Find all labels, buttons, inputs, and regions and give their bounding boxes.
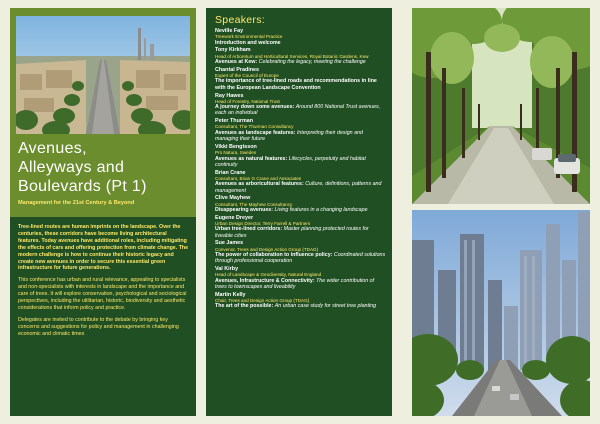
conference-title	[18, 139, 194, 196]
speaker-role: Chair, Trees and Design Action Group (TDAG)	[215, 298, 310, 304]
speaker-role: Convenor, Trees and Design Action Group (TDAG)	[215, 246, 319, 252]
tree-avenue-photo	[412, 8, 590, 204]
speaker-entry	[215, 93, 387, 117]
topic-italic: Interpreting their design and managing their future	[215, 129, 363, 143]
left-panel	[10, 8, 196, 416]
topic-italic: Culture, definitions, patterns and management	[215, 181, 382, 194]
intro-box	[10, 217, 196, 416]
topic-bold: The power of collaboration to influence policy:	[215, 252, 334, 259]
speaker-role: Expert of the Council of Europe	[215, 73, 279, 79]
speaker-name: Tony Kirkham	[215, 47, 251, 54]
topic-bold: Introduction and welcome	[215, 39, 281, 46]
speaker-role: Head of Landscape & Geodiversity, Natural England	[215, 272, 322, 278]
speaker-topic	[215, 156, 387, 169]
title-line-2: Alleyways and	[18, 159, 125, 176]
speaker-entry	[215, 195, 387, 213]
speaker-topic	[215, 130, 387, 143]
topic-bold: Urban tree-lined corridors:	[215, 226, 284, 233]
topic-bold: Avenues, Infrastructure & Connectivity:	[215, 277, 317, 284]
speaker-topic	[215, 207, 387, 213]
speaker-topic	[215, 303, 387, 309]
speaker-entry	[215, 170, 387, 194]
speaker-role: Treework Environmental Practice	[215, 34, 283, 40]
speaker-name: Martin Kelly	[215, 291, 246, 298]
speaker-entry	[215, 266, 387, 290]
speaker-name: Brian Crane	[215, 169, 246, 176]
speaker-entry	[215, 118, 387, 142]
speaker-role: Consultant, The Mayhew Consultancy	[215, 201, 293, 207]
topic-italic: Living features in a changing landscape	[274, 206, 368, 213]
speakers-panel	[206, 8, 392, 416]
speaker-entry	[215, 28, 387, 46]
topic-bold: Disappearing avenues:	[215, 206, 275, 213]
speaker-topic	[215, 78, 387, 91]
topic-bold: Avenues as natural features:	[215, 155, 289, 162]
speaker-name: Clive Mayhew	[215, 195, 251, 202]
speaker-name: Val Kirby	[215, 266, 239, 273]
speaker-entry	[215, 47, 387, 65]
intro-paragraph-2: This conference has urban and rural relevance, appealing to specialists and non-specialists with interests in landscape and the importance and care of trees. It will explore conservation, psychological and sociological perspectives, including the utilitarian, historic, biodiversity and aesthetic considerations that inform policy and practice.	[18, 277, 187, 311]
speaker-role: Urban Design Director, Terry Farrell & Partners	[215, 220, 311, 226]
speakers-heading: Speakers:	[215, 14, 265, 26]
topic-italic: Master planning protected routes for liveable cities	[215, 226, 369, 239]
speaker-entry	[215, 215, 387, 239]
topic-italic: Lifecycles, perpetuity and habitat continuity	[215, 155, 366, 168]
speaker-topic	[215, 252, 387, 265]
city-skyline-photo	[412, 210, 590, 416]
conference-subtitle: Management for the 21st Century & Beyond	[18, 200, 135, 206]
topic-bold: Avenues as arboricultural features:	[215, 181, 306, 188]
speaker-name: Eugene Dreyer	[215, 214, 254, 221]
speaker-topic	[215, 226, 387, 239]
speaker-topic	[215, 104, 387, 117]
topic-bold: The importance of tree-lined roads and recommendations in line with the European Landscape Convention	[215, 78, 377, 91]
speaker-role: Pro Natura, Sweden	[215, 150, 257, 156]
topic-italic: The wider contribution of trees to townscapes and liveability	[215, 277, 375, 291]
speaker-topic	[215, 278, 387, 291]
speaker-entry	[215, 144, 387, 168]
topic-italic: Coordinated solutions through professional cooperation	[215, 252, 386, 265]
speaker-name: Sue James	[215, 240, 244, 247]
topic-bold: Avenues at Kew:	[215, 59, 259, 66]
speaker-role: Consultant, The Thurman Consultancy	[215, 124, 294, 130]
topic-italic: An urban case study for street tree planting	[274, 303, 377, 310]
speaker-entry	[215, 67, 387, 91]
speaker-topic	[215, 40, 387, 46]
speaker-name: Neville Fay	[215, 28, 244, 34]
title-line-1: Avenues,	[18, 140, 87, 157]
speaker-name: Peter Thurman	[215, 118, 254, 125]
speaker-name: Chantal Pradines	[215, 66, 260, 73]
paris-boulevard-photo	[16, 16, 190, 134]
intro-paragraph-3: Delegates are invited to contribute to the debate by bringing key concerns and suggestions for policy and management in challenging economic and climatic times	[18, 316, 179, 337]
topic-italic: Around 800 National Trust avenues, each an individual	[215, 104, 381, 117]
intro-paragraph-1: Tree-lined routes are human imprints on the landscape. Over the centuries, these corridors have become living architectural features. Today avenues have additional roles, including mitigating the effects of cars and offering protection from climate change. The modern challenge is how to continue their historic legacy and create new avenues in order to secure this essential green infrastructure for future generations.	[18, 224, 189, 272]
speaker-name: Vikki Bengtsson	[215, 143, 257, 150]
speaker-entry	[215, 240, 387, 264]
topic-italic: Celebrating the legacy, meeting the challenge	[258, 59, 366, 66]
title-line-3: Boulevards (Pt 1)	[18, 178, 147, 195]
speaker-role: Consultant, Brian G Crane and Associates	[215, 175, 302, 181]
topic-bold: Avenues as landscape features:	[215, 129, 297, 136]
speaker-name: Ray Hawes	[215, 92, 244, 99]
speaker-role: Head of Forestry, National Trust	[215, 98, 280, 104]
speaker-topic	[215, 181, 387, 194]
speaker-topic	[215, 59, 387, 65]
topic-bold: A journey down some avenues:	[215, 104, 296, 111]
speaker-role: Head of Arboretum and Horticultural Services, Royal Botanic Gardens, Kew	[215, 53, 369, 59]
topic-bold: The art of the possible:	[215, 303, 275, 310]
speaker-entry	[215, 292, 387, 310]
